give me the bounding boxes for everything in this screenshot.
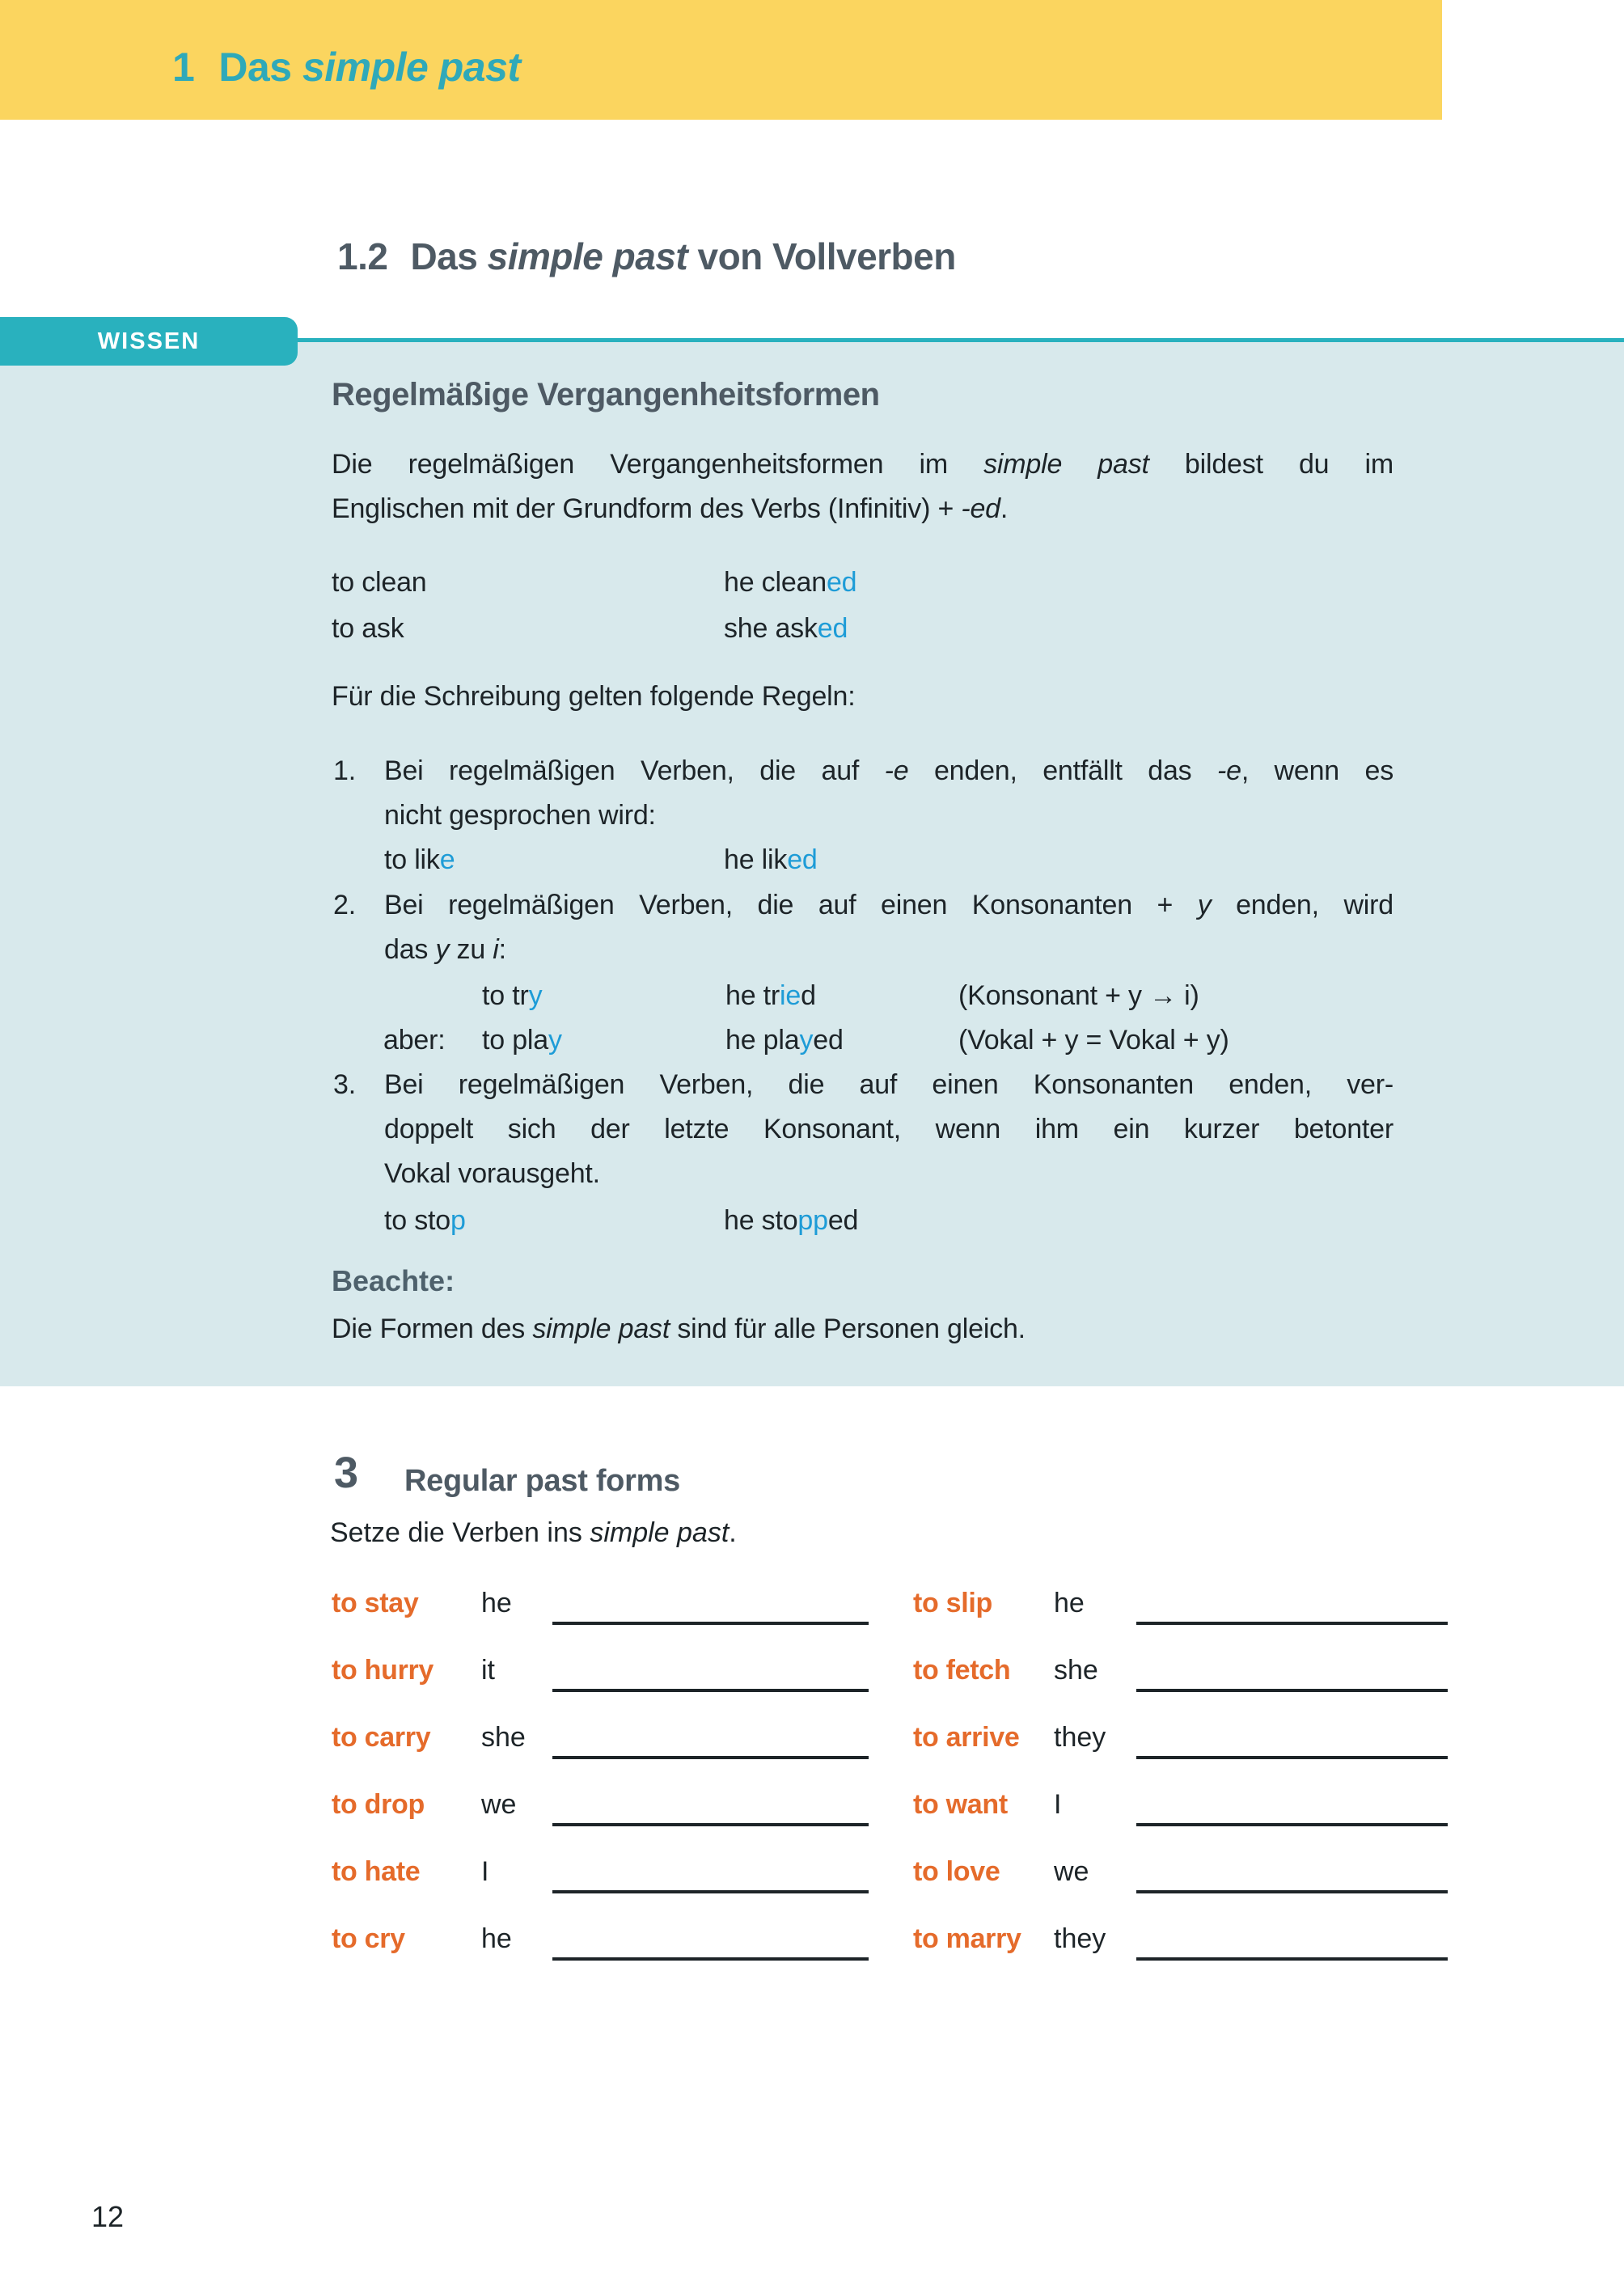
rule-number: 1. bbox=[333, 755, 356, 786]
example-past: she asked bbox=[724, 613, 848, 644]
rule-2-line-2: das y zu i: bbox=[384, 934, 506, 965]
example-infinitive: to clean bbox=[332, 567, 427, 598]
rule-2-line-1: Bei regelmäßigen Verben, die auf einen Konsonanten + y enden, wird bbox=[384, 890, 1394, 920]
pronoun-label: she bbox=[481, 1722, 526, 1753]
page-number: 12 bbox=[91, 2200, 125, 2233]
rule-1-line-2: nicht gesprochen wird: bbox=[384, 800, 656, 831]
verb-label: to cry bbox=[332, 1923, 405, 1954]
verb-label: to hurry bbox=[332, 1655, 434, 1686]
wissen-tab bbox=[0, 317, 298, 366]
example-infinitive: to ask bbox=[332, 613, 404, 644]
rule-3-line-2: doppelt sich der letzte Konsonant, wenn ihm ein kurzer betonter bbox=[384, 1114, 1394, 1144]
example-past: he stopped bbox=[724, 1205, 859, 1236]
pronoun-label: we bbox=[1054, 1856, 1089, 1887]
rule-1-line-1: Bei regelmäßigen Verben, die auf -e enden, entfällt das -e, wenn es bbox=[384, 755, 1394, 786]
pronoun-label: we bbox=[481, 1789, 517, 1820]
answer-blank[interactable] bbox=[552, 1923, 869, 1961]
verb-label: to love bbox=[913, 1856, 1000, 1887]
answer-blank[interactable] bbox=[552, 1655, 869, 1692]
pronoun-label: it bbox=[481, 1655, 495, 1686]
answer-blank[interactable] bbox=[552, 1722, 869, 1759]
section-title-text: Das simple past von Vollverben bbox=[410, 235, 956, 277]
answer-blank[interactable] bbox=[1136, 1722, 1448, 1759]
knowledge-heading: Regelmäßige Vergangenheitsformen bbox=[332, 377, 880, 412]
example-label: aber: bbox=[383, 1025, 446, 1056]
verb-label: to arrive bbox=[913, 1722, 1020, 1753]
chapter-number: 1 bbox=[172, 44, 195, 90]
answer-blank[interactable] bbox=[1136, 1588, 1448, 1625]
example-note: (Vokal + y = Vokal + y) bbox=[958, 1025, 1229, 1056]
chapter-banner bbox=[0, 0, 1442, 120]
chapter-title bbox=[172, 44, 521, 91]
answer-blank[interactable] bbox=[1136, 1856, 1448, 1893]
verb-label: to drop bbox=[332, 1789, 425, 1820]
pronoun-label: I bbox=[481, 1856, 489, 1887]
pronoun-label: she bbox=[1054, 1655, 1098, 1686]
exercise-row bbox=[0, 1655, 1624, 1707]
example-infinitive: to stop bbox=[384, 1205, 466, 1236]
section-number: 1.2 bbox=[337, 235, 388, 277]
pronoun-label: he bbox=[481, 1588, 512, 1618]
answer-blank[interactable] bbox=[552, 1789, 869, 1826]
note-label: Beachte: bbox=[332, 1264, 455, 1297]
exercise-row bbox=[0, 1923, 1624, 1975]
example-infinitive: to play bbox=[482, 1025, 562, 1056]
pronoun-label: they bbox=[1054, 1722, 1106, 1753]
example-past: he cleaned bbox=[724, 567, 857, 598]
rules-intro: Für die Schreibung gelten folgende Regeln: bbox=[332, 681, 856, 712]
chapter-title-text: Das simple past bbox=[218, 44, 521, 90]
intro-line-1: Die regelmäßigen Vergangenheitsformen im simple past bildest du im bbox=[332, 449, 1394, 480]
exercise-row bbox=[0, 1789, 1624, 1841]
rule-number: 2. bbox=[333, 890, 356, 920]
exercise-instruction: Setze die Verben ins simple past. bbox=[330, 1517, 737, 1548]
example-past: he played bbox=[725, 1025, 844, 1056]
pronoun-label: he bbox=[1054, 1588, 1085, 1618]
example-infinitive: to try bbox=[482, 980, 543, 1011]
pronoun-label: they bbox=[1054, 1923, 1106, 1954]
answer-blank[interactable] bbox=[1136, 1789, 1448, 1826]
verb-label: to slip bbox=[913, 1588, 993, 1618]
example-past: he liked bbox=[724, 844, 818, 875]
verb-label: to carry bbox=[332, 1722, 431, 1753]
exercise-number: 3 bbox=[334, 1449, 359, 1497]
note-text: Die Formen des simple past sind für alle Personen gleich. bbox=[332, 1314, 1026, 1344]
verb-label: to marry bbox=[913, 1923, 1021, 1954]
pronoun-label: I bbox=[1054, 1789, 1062, 1820]
rule-3-line-3: Vokal vorausgeht. bbox=[384, 1158, 600, 1189]
exercise-row bbox=[0, 1722, 1624, 1774]
answer-blank[interactable] bbox=[552, 1856, 869, 1893]
verb-label: to fetch bbox=[913, 1655, 1011, 1686]
verb-label: to hate bbox=[332, 1856, 421, 1887]
section-heading bbox=[337, 235, 956, 278]
rule-number: 3. bbox=[333, 1069, 356, 1100]
exercise-row bbox=[0, 1856, 1624, 1908]
intro-line-2: Englischen mit der Grundform des Verbs (Infinitiv) + -ed. bbox=[332, 493, 1009, 524]
example-infinitive: to like bbox=[384, 844, 455, 875]
example-past: he tried bbox=[725, 980, 816, 1011]
answer-blank[interactable] bbox=[1136, 1655, 1448, 1692]
verb-label: to want bbox=[913, 1789, 1008, 1820]
answer-blank[interactable] bbox=[552, 1588, 869, 1625]
answer-blank[interactable] bbox=[1136, 1923, 1448, 1961]
exercise-title: Regular past forms bbox=[404, 1464, 680, 1498]
example-note: (Konsonant + y → i) bbox=[958, 980, 1199, 1011]
wissen-tab-label: WISSEN bbox=[97, 328, 201, 354]
pronoun-label: he bbox=[481, 1923, 512, 1954]
verb-label: to stay bbox=[332, 1588, 419, 1618]
rule-3-line-1: Bei regelmäßigen Verben, die auf einen Konsonanten enden, ver- bbox=[384, 1069, 1394, 1100]
exercise-row bbox=[0, 1588, 1624, 1639]
